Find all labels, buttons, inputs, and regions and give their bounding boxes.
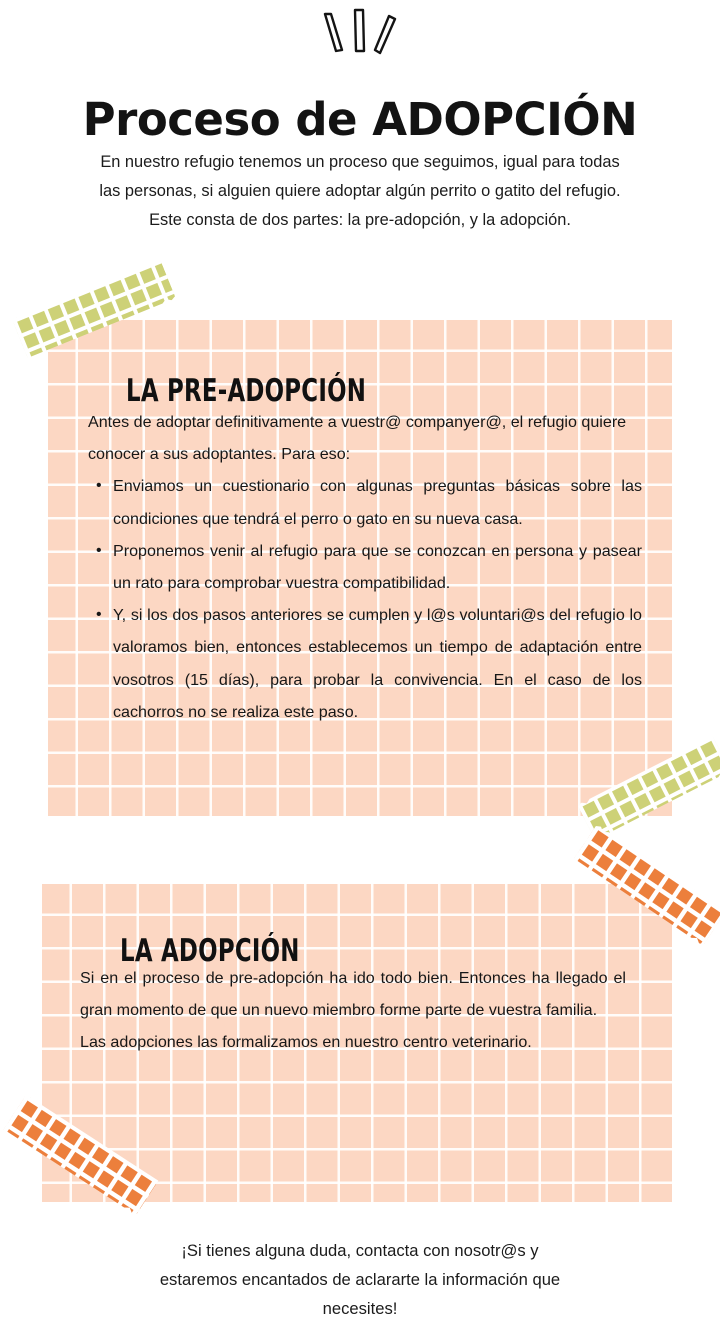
list-item: • Proponemos venir al refugio para que se conozcan en persona y pasear un rato para comprobar vuestra compatibilidad. <box>113 535 642 599</box>
footer-note <box>46 1236 674 1323</box>
list-item: • Y, si los dos pasos anteriores se cumplen y l@s voluntari@s del refugio lo valoramos bien, entonces establecemos un tiempo de adaptación entre vosotros (15 días), para probar la convivencia. En el caso de los cachorros no se realiza este paso. <box>113 599 642 728</box>
page-title: Proceso de ADOPCIÓN <box>82 93 638 147</box>
list-item: • Enviamos un cuestionario con algunas preguntas básicas sobre las condiciones que tendrá el perro o gato en su nueva casa. <box>113 470 642 534</box>
footer-line: necesites! <box>322 1299 398 1318</box>
intro-paragraph <box>46 148 674 235</box>
sparkle-burst-icon <box>0 6 720 58</box>
card-adopcion <box>42 884 672 1202</box>
paragraph: Si en el proceso de pre-adopción ha ido todo bien. Entonces ha llegado el gran momento de que un nuevo miembro forme parte de vuestra familia. <box>80 969 626 1020</box>
card-pre-adopcion <box>48 320 672 816</box>
paragraph: Las adopciones las formalizamos en nuestro centro veterinario. <box>80 1033 532 1052</box>
card-body-pre-adopcion <box>88 406 642 728</box>
card-lead-text: Antes de adoptar definitivamente a vuestr@ companyer@, el refugio quiere conocer a sus adoptantes. Para eso: <box>88 413 627 464</box>
intro-line: En nuestro refugio tenemos un proceso que seguimos, igual para todas <box>100 153 620 171</box>
card-body-adopcion <box>80 962 626 1059</box>
footer-line: ¡Si tienes alguna duda, contacta con nosotr@s y <box>181 1241 539 1260</box>
card-title-adopcion: LA ADOPCIÓN <box>120 932 300 969</box>
intro-line: las personas, si alguien quiere adoptar algún perrito o gatito del refugio. <box>99 182 621 200</box>
intro-line: Este consta de dos partes: la pre-adopción, y la adopción. <box>149 211 571 229</box>
footer-line: estaremos encantados de aclararte la información que <box>159 1270 561 1289</box>
pre-adopcion-steps-list <box>88 470 642 728</box>
card-title-pre-adopcion: LA PRE-ADOPCIÓN <box>126 372 367 409</box>
